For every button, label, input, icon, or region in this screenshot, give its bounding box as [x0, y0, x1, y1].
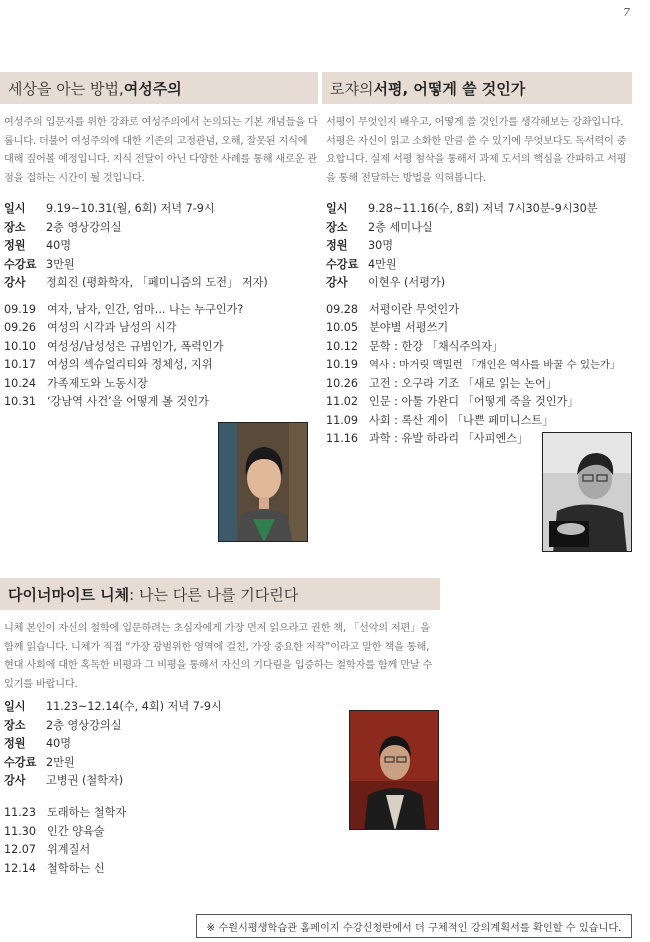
instructor-photo — [542, 432, 632, 552]
schedule-topic: 문학 : 한강 「채식주의자」 — [369, 339, 504, 353]
schedule-row — [326, 412, 632, 431]
info-key: 수강료 — [4, 257, 37, 271]
course-description: 여성주의 입문자를 위한 강좌로 여성주의에서 논의되는 기본 개념들을 다룹니다. 더불어 여성주의에 대한 기존의 고정관념, 오해, 잘못된 지식에 대해 짚어볼 예정입니다. 지식 전달이 아닌 다양한 사례를 통해 새로운 관점을 접하는 시간이 될 것입니다. — [4, 117, 318, 184]
schedule-date: 10.17 — [4, 358, 37, 371]
schedule-topic: 도래하는 철학자 — [47, 806, 127, 819]
course-title-lead: 세상을 아는 방법, — [8, 79, 124, 98]
schedule-topic: 역사 : 마거릿 맥밀런 「개인은 역사를 바꿀 수 있는가」 — [369, 359, 621, 371]
info-row — [326, 274, 632, 293]
info-key: 수강료 — [326, 257, 359, 271]
schedule-date: 10.12 — [326, 339, 359, 353]
schedule-row — [4, 860, 304, 879]
schedule-date: 11.02 — [326, 395, 359, 408]
course-title-band — [0, 72, 318, 104]
info-row — [4, 754, 334, 773]
info-value: 4만원 — [368, 257, 397, 271]
schedule-row — [326, 319, 632, 338]
schedule-topic: ‘강남역 사건’을 어떻게 볼 것인가 — [47, 395, 209, 408]
schedule-date: 10.26 — [326, 376, 359, 390]
schedule-row — [4, 393, 318, 412]
course-title-lead: 로쟈의 — [330, 79, 374, 98]
info-key: 일시 — [326, 202, 348, 215]
schedule-topic: 사회 : 록산 게이 「나쁜 페미니스트」 — [369, 413, 554, 427]
instructor-photo — [218, 422, 308, 542]
info-value: 이현우 (서평가) — [368, 276, 446, 289]
info-value: 2만원 — [46, 755, 75, 769]
info-key: 일시 — [4, 700, 26, 713]
info-value: 9.19~10.31(월, 6회) 저녁 7-9시 — [46, 202, 215, 215]
course-info — [322, 200, 632, 293]
info-row — [326, 237, 632, 256]
info-key: 일시 — [4, 202, 26, 215]
schedule-topic: 분야별 서평쓰기 — [369, 321, 449, 334]
info-value: 40명 — [46, 239, 72, 252]
schedule-row — [4, 338, 318, 357]
schedule-row — [4, 375, 318, 394]
schedule-date: 10.19 — [326, 358, 359, 371]
course-title-band — [322, 72, 632, 104]
schedule-date: 12.07 — [4, 843, 37, 856]
schedule-topic: 서평이란 무엇인가 — [369, 302, 460, 316]
schedule-date: 12.14 — [4, 861, 37, 875]
course-info — [0, 200, 318, 293]
instructor-photo — [349, 710, 439, 830]
info-key: 장소 — [4, 220, 26, 234]
schedule-row — [326, 393, 632, 412]
course-nietzsche — [0, 578, 440, 610]
info-value: 2층 영상강의실 — [46, 220, 122, 234]
schedule-date: 09.19 — [4, 302, 37, 316]
schedule-row — [326, 301, 632, 320]
info-value: 40명 — [46, 737, 72, 750]
schedule-topic: 위계질서 — [47, 843, 91, 856]
info-key: 정원 — [4, 239, 26, 252]
schedule-date: 10.24 — [4, 376, 37, 390]
course-description: 니체 본인이 자신의 철학에 입문하려는 초심자에게 가장 먼저 읽으라고 권한 책, 「선악의 저편」을 함께 읽습니다. 니체가 직접 “가장 광범위한 영역에 걸친, 가장 중요한 저작”이라고 말한 책을 통해, 현대 사회에 대한 혹독한 비평과 그 비평을 통해서 자신의 기다림을 입증하는 철학자를 함께 만날 수 있기를 바랍니다. — [4, 623, 433, 690]
info-key: 정원 — [326, 239, 348, 252]
schedule-topic: 여성의 시각과 남성의 시각 — [47, 321, 177, 334]
course-schedule — [0, 301, 318, 412]
schedule-date: 10.31 — [4, 395, 37, 408]
course-title-band — [0, 578, 440, 610]
schedule-row — [4, 804, 304, 823]
course-feminism — [0, 72, 318, 412]
schedule-row — [326, 375, 632, 394]
info-value: 정희진 (평화학자, 「페미니즘의 도전」 저자) — [46, 276, 268, 289]
info-key: 장소 — [326, 220, 348, 234]
info-row — [326, 200, 632, 219]
schedule-row — [4, 301, 318, 320]
schedule-row — [326, 338, 632, 357]
schedule-topic: 여성성/남성성은 규범인가, 폭력인가 — [47, 339, 224, 353]
info-row — [4, 698, 334, 717]
course-title-main: 여성주의 — [123, 79, 182, 98]
schedule-topic: 고전 : 오구라 기조 「새로 읽는 논어」 — [369, 376, 557, 390]
info-value: 3만원 — [46, 257, 75, 271]
info-value: 고병권 (철학자) — [46, 774, 124, 787]
schedule-topic: 철학하는 신 — [47, 861, 105, 875]
schedule-date: 11.16 — [326, 432, 359, 445]
schedule-topic: 인문 : 아툴 가완디 「어떻게 죽을 것인가」 — [369, 395, 579, 408]
course-title-sub: : 나는 다른 나를 기다린다 — [129, 585, 299, 604]
info-row — [4, 274, 318, 293]
info-row — [4, 772, 334, 791]
course-title-main: 다이너마이트 니체 — [8, 585, 130, 604]
schedule-date: 11.30 — [4, 824, 37, 838]
info-row — [4, 735, 334, 754]
schedule-topic: 인간 양육술 — [47, 824, 105, 838]
schedule-date: 09.28 — [326, 302, 359, 316]
schedule-row — [4, 356, 318, 375]
info-value: 9.28~11.16(수, 8회) 저녁 7시30분-9시30분 — [368, 202, 598, 215]
info-key: 강사 — [4, 774, 26, 787]
course-schedule — [322, 301, 632, 449]
course-book-review — [322, 72, 632, 449]
info-row — [326, 256, 632, 275]
schedule-date: 10.10 — [4, 339, 37, 353]
schedule-date: 11.09 — [326, 413, 359, 427]
info-row — [326, 219, 632, 238]
info-row — [4, 219, 318, 238]
course-schedule — [4, 804, 304, 878]
info-row — [4, 717, 334, 736]
info-key: 장소 — [4, 718, 26, 732]
info-value: 2층 세미나실 — [368, 220, 433, 234]
schedule-topic: 과학 : 유발 하라리 「사피엔스」 — [369, 432, 529, 445]
schedule-topic: 여자, 남자, 인간, 엄마... 나는 누구인가? — [47, 302, 244, 316]
schedule-row — [4, 823, 304, 842]
info-value: 30명 — [368, 239, 394, 252]
course-title-main: 서평, 어떻게 쓸 것인가 — [373, 79, 526, 98]
info-key: 수강료 — [4, 755, 37, 769]
info-key: 강사 — [4, 276, 26, 289]
schedule-topic: 가족제도와 노동시장 — [47, 376, 148, 390]
info-row — [4, 200, 318, 219]
schedule-row — [326, 356, 632, 375]
schedule-topic: 여성의 섹슈얼리티와 정체성, 지위 — [47, 358, 213, 371]
schedule-date: 11.23 — [4, 806, 37, 819]
notice-box: ※ 수원시평생학습관 홈페이지 수강신청란에서 더 구체적인 강의계획서를 확인할 수 있습니다. — [196, 914, 632, 938]
info-row — [4, 237, 318, 256]
page-number: 7 — [623, 6, 630, 19]
schedule-row — [4, 319, 318, 338]
info-key: 강사 — [326, 276, 348, 289]
course-description: 서평이 무엇인지 배우고, 어떻게 쓸 것인가를 생각해보는 강좌입니다. 서평은 자신이 읽고 소화한 만큼 쓸 수 있기에 무엇보다도 독서력이 중요합니다. 실제 서평 첨삭을 통해서 과제 도서의 핵심을 간파하고 서평을 통해 전달하는 방법을 익혀봅니다. — [326, 117, 627, 184]
info-value: 2층 영상강의실 — [46, 718, 122, 732]
schedule-date: 09.26 — [4, 321, 37, 334]
schedule-date: 10.05 — [326, 321, 359, 334]
course-info — [4, 698, 334, 791]
info-key: 정원 — [4, 737, 26, 750]
info-row — [4, 256, 318, 275]
schedule-row — [4, 841, 304, 860]
info-value: 11.23~12.14(수, 4회) 저녁 7-9시 — [46, 700, 222, 713]
